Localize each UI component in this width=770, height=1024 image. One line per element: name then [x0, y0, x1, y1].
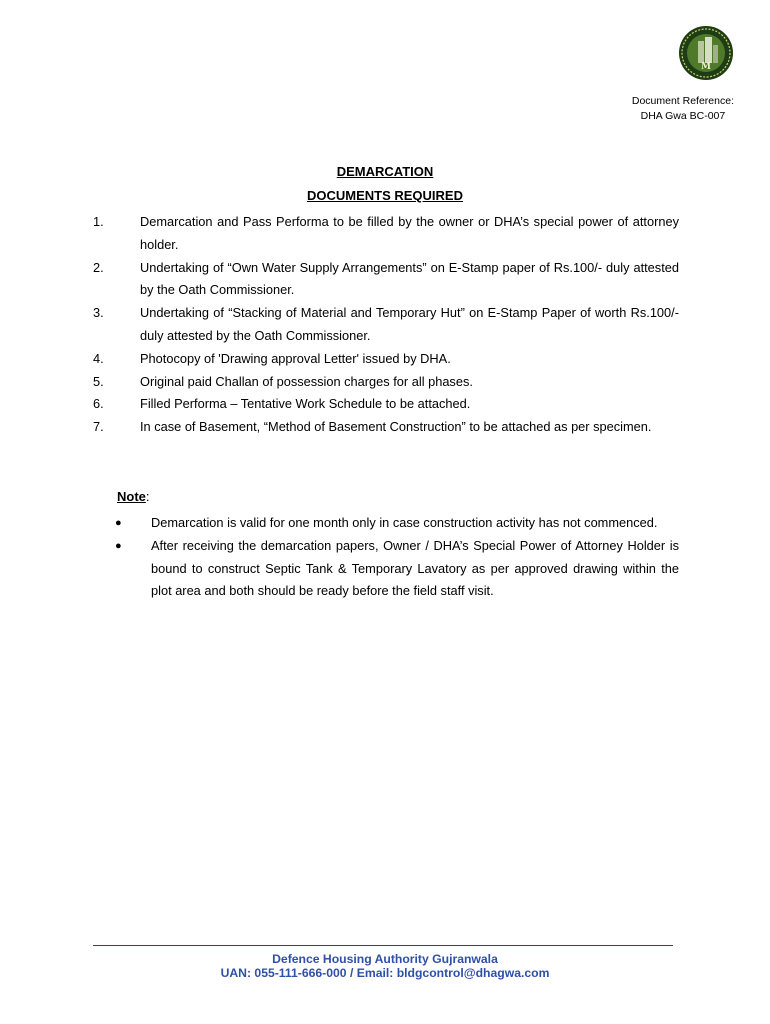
note-text: Demarcation is valid for one month only in case construction activity has not commenced.: [151, 515, 658, 530]
note-text: After receiving the demarcation papers, Owner / DHA’s Special Power of Attorney Holder is bound to construct Septic Tank & Temporary Lavatory as per approved drawing within the plot area and both should be ready before the field staff visit.: [151, 537, 679, 599]
list-item-number: 5.: [93, 373, 104, 389]
list-item: [93, 371, 679, 394]
list-item: [93, 302, 679, 348]
documents-list: [93, 211, 679, 439]
list-item-text: Filled Performa – Tentative Work Schedule to be attached.: [140, 396, 471, 412]
list-item-text: Demarcation and Pass Performa to be filled by the owner or DHA’s special power of attorney holder.: [140, 214, 679, 252]
list-item-number: 4.: [93, 350, 104, 366]
footer-org: Defence Housing Authority Gujranwala: [272, 952, 498, 966]
bullet-icon: ●: [115, 539, 122, 552]
list-item: [93, 393, 679, 416]
note-label: Note: [117, 489, 146, 504]
list-item: [112, 512, 679, 535]
note-heading: [117, 489, 150, 504]
dha-logo-icon: [678, 25, 734, 81]
list-item-number: 7.: [93, 419, 104, 435]
list-item-number: 3.: [93, 305, 104, 321]
bullet-icon: ●: [115, 517, 122, 529]
note-colon: :: [145, 489, 150, 504]
list-item-text: Photocopy of 'Drawing approval Letter' issued by DHA.: [140, 350, 451, 366]
notes-list: [112, 512, 679, 603]
document-reference: [632, 94, 734, 124]
list-item: [93, 211, 679, 257]
list-item-text: In case of Basement, “Method of Basement Construction” to be attached as per specimen.: [140, 419, 652, 435]
footer-divider: [93, 945, 673, 946]
list-item-number: 6.: [93, 396, 104, 412]
list-item: [93, 257, 679, 303]
list-item-text: Undertaking of “Own Water Supply Arrangements” on E-Stamp paper of Rs.100/- duly attested by the Oath Commissioner.: [140, 259, 679, 298]
list-item-number: 2.: [93, 259, 104, 275]
svg-text:M: M: [701, 62, 711, 72]
footer-contact: UAN: 055-111-666-000 / Email: bldgcontrol@dhagwa.com: [220, 966, 550, 980]
list-item: [93, 348, 679, 371]
document-reference-code: DHA Gwa BC-007: [640, 110, 726, 122]
list-item-text: Original paid Challan of possession charges for all phases.: [140, 373, 473, 389]
page-subtitle: DOCUMENTS REQUIRED: [306, 188, 463, 203]
page-title: DEMARCATION: [336, 164, 434, 179]
list-item: [93, 416, 679, 439]
list-item-text: Undertaking of “Stacking of Material and Temporary Hut” on E-Stamp Paper of worth Rs.100/- duly attested by the Oath Commissioner.: [140, 305, 679, 343]
document-reference-label: Document Reference:: [631, 95, 734, 107]
list-item: [112, 535, 679, 603]
list-item-number: 1.: [93, 214, 104, 229]
